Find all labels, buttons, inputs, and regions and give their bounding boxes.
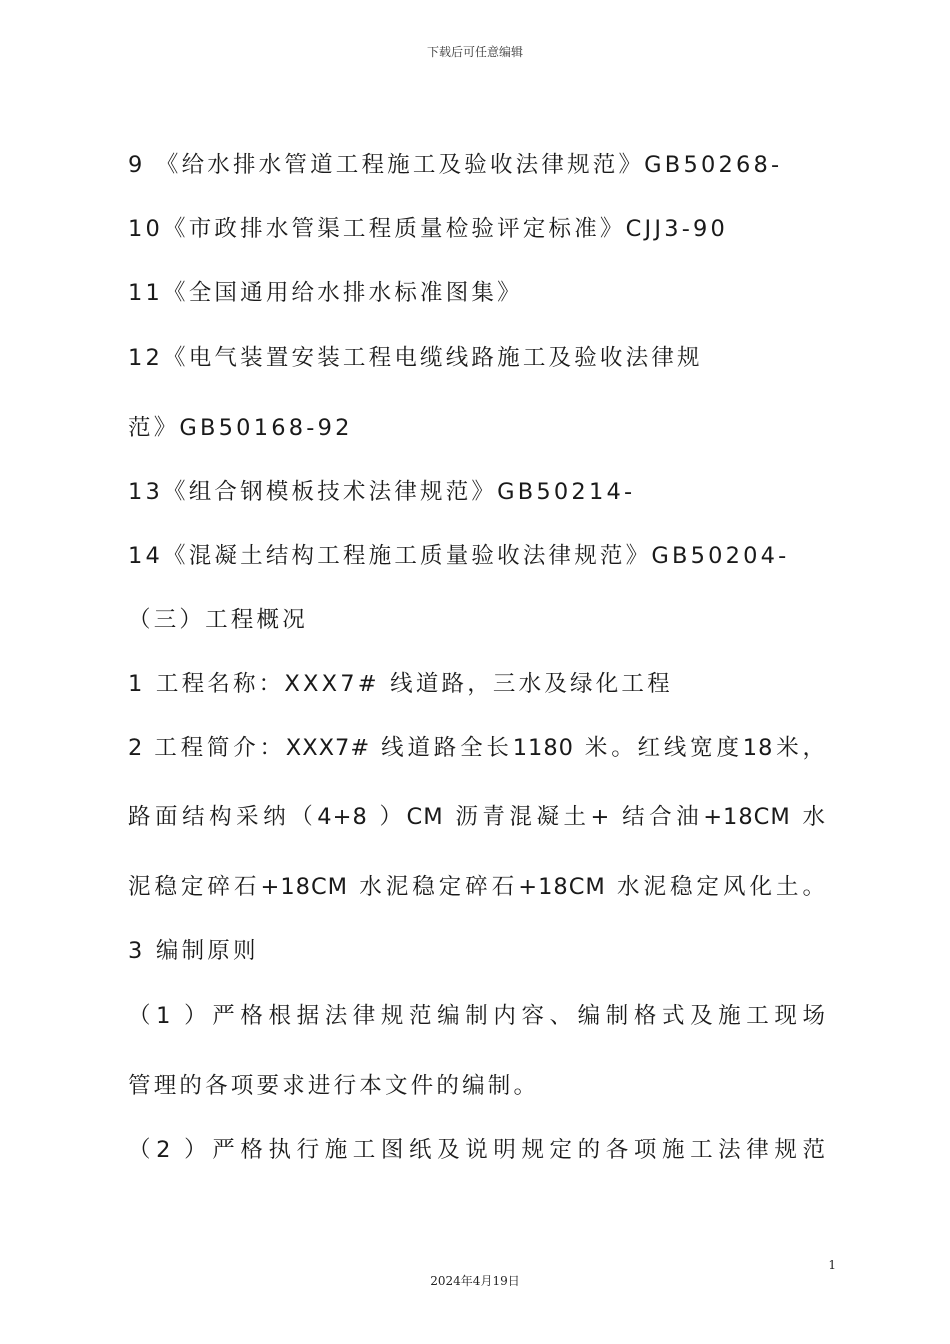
text-line: 路面结构采纳（4+8 ）CM 沥青混凝土+ 结合油+18CM 水 <box>128 804 826 830</box>
text-line: 泥稳定碎石+18CM 水泥稳定碎石+18CM 水泥稳定风化土。 <box>128 874 826 900</box>
text-line: 9 《给水排水管道工程施工及验收法律规范》GB50268- <box>128 152 783 178</box>
text-line: 10《市政排水管渠工程质量检验评定标准》CJJ3-90 <box>128 216 729 242</box>
text-line: 范》GB50168-92 <box>128 415 353 441</box>
text-line: 3 编制原则 <box>128 938 259 964</box>
text-line: 14《混凝土结构工程施工质量验收法律规范》GB50204- <box>128 543 790 569</box>
text-line: 13《组合钢模板技术法律规范》GB50214- <box>128 479 636 505</box>
text-line: 2 工程简介：XXX7# 线道路全长1180 米。红线宽度18米， <box>128 735 826 761</box>
page-number: 1 <box>828 1258 836 1272</box>
text-line: 1 工程名称：XXX7# 线道路，三水及绿化工程 <box>128 671 673 697</box>
text-line: 管理的各项要求进行本文件的编制。 <box>128 1073 540 1099</box>
page-header: 下载后可任意编辑 <box>426 45 523 59</box>
text-line: 11《全国通用给水排水标准图集》 <box>128 280 523 306</box>
text-line: （1 ）严格根据法律规范编制内容、编制格式及施工现场 <box>128 1003 826 1029</box>
text-line: 12《电气装置安装工程电缆线路施工及验收法律规 <box>128 345 703 371</box>
text-line: （2 ）严格执行施工图纸及说明规定的各项施工法律规范 <box>128 1137 826 1163</box>
page-footer-date: 2024年4月19日 <box>430 1274 520 1288</box>
section-heading: （三）工程概况 <box>128 607 308 633</box>
